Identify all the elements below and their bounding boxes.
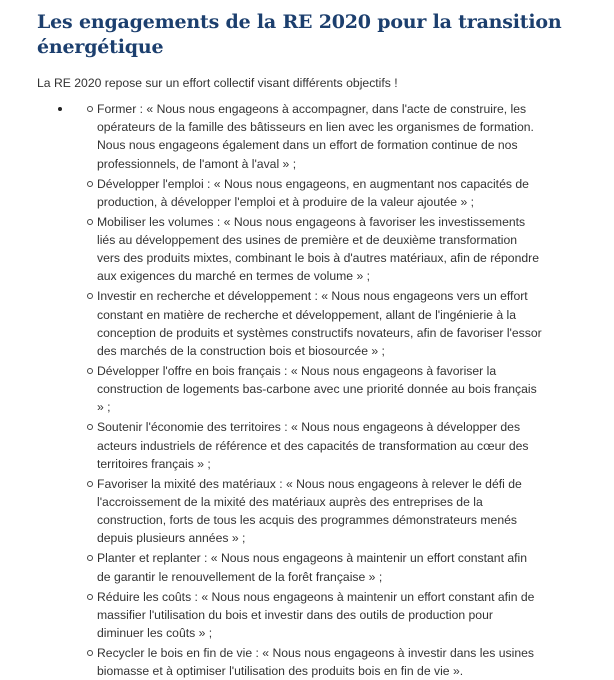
engagement-text: Favoriser la mixité des matériaux : « Nous nous engageons à relever le défi de l'accroissement de la mixité des matériaux auprès des entreprises de la construction, forts de tous les acquis des programmes démonstrateurs menés depuis plusieurs années » ; [97, 476, 522, 546]
engagement-item [97, 287, 543, 360]
engagement-text: Développer l'offre en bois français : « Nous nous engageons à favoriser la construction de logements bas-carbone avec une priorité donnée au bois français » ; [97, 364, 537, 415]
engagement-text: Investir en recherche et développement : « Nous nous engageons vers un effort constant en matière de recherche et développement, allant de l'ingénierie à la conception de produits et systèmes constructifs novateurs, afin de favoriser l'essor des marchés de la construction bois et biosourcée » ; [97, 289, 542, 359]
circle-bullet-icon [87, 293, 93, 299]
circle-bullet-icon [87, 481, 93, 487]
circle-bullet-icon [87, 181, 93, 187]
engagement-item [97, 362, 543, 417]
engagement-item [97, 588, 543, 643]
circle-bullet-icon [87, 424, 93, 430]
circle-bullet-icon [87, 219, 93, 225]
disc-bullet-icon [58, 107, 62, 111]
engagements-list [97, 100, 614, 680]
engagement-item [97, 175, 543, 211]
engagement-item [97, 549, 543, 585]
engagement-item [97, 644, 543, 680]
article-intro: La RE 2020 repose sur un effort collectif visant différents objectifs ! [37, 76, 398, 90]
engagement-text: Recycler le bois en fin de vie : « Nous nous engageons à investir dans les usines biomasse et à optimiser l'utilisation des produits bois en fin de vie ». [97, 646, 534, 679]
outer-list-item [37, 100, 614, 680]
outer-list [37, 100, 614, 680]
engagement-item [97, 100, 543, 173]
circle-bullet-icon [87, 650, 93, 656]
engagement-item [97, 475, 543, 548]
engagement-text: Mobiliser les volumes : « Nous nous engageons à favoriser les investissements liés au développement des usines de première et de deuxième transformation vers des produits mixtes, combinant le bois à d'autres matériaux, afin de répondre aux exigences du marché en termes de volume » ; [97, 214, 539, 284]
engagement-item [97, 213, 543, 286]
circle-bullet-icon [87, 368, 93, 374]
engagement-text: Soutenir l'économie des territoires : « Nous nous engageons à développer des acteurs industriels de référence et des capacités de transformation au cœur des territoires français » ; [97, 420, 529, 471]
engagement-item [97, 418, 543, 473]
engagement-text: Réduire les coûts : « Nous nous engageons à maintenir un effort constant afin de massifier l'utilisation du bois et investir dans des outils de production pour diminuer les coûts » ; [97, 589, 535, 641]
circle-bullet-icon [87, 106, 93, 112]
engagement-text: Planter et replanter : « Nous nous engageons à maintenir un effort constant afin de garantir le renouvellement de la forêt française » ; [97, 551, 527, 584]
circle-bullet-icon [87, 594, 93, 600]
engagement-text: Développer l'emploi : « Nous nous engageons, en augmentant nos capacités de production, à développer l'emploi et à produire de la valeur ajoutée » ; [97, 176, 529, 209]
circle-bullet-icon [87, 555, 93, 561]
engagement-text: Former : « Nous nous engageons à accompagner, dans l'acte de construire, les opérateurs de la famille des bâtisseurs en lien avec les organismes de formation. Nous nous engageons également dans un effort de formation continue de nos professionnels, de l'amont à l'aval » ; [97, 102, 534, 171]
article-title: Les engagements de la RE 2020 pour la transition énergétique [37, 11, 562, 58]
